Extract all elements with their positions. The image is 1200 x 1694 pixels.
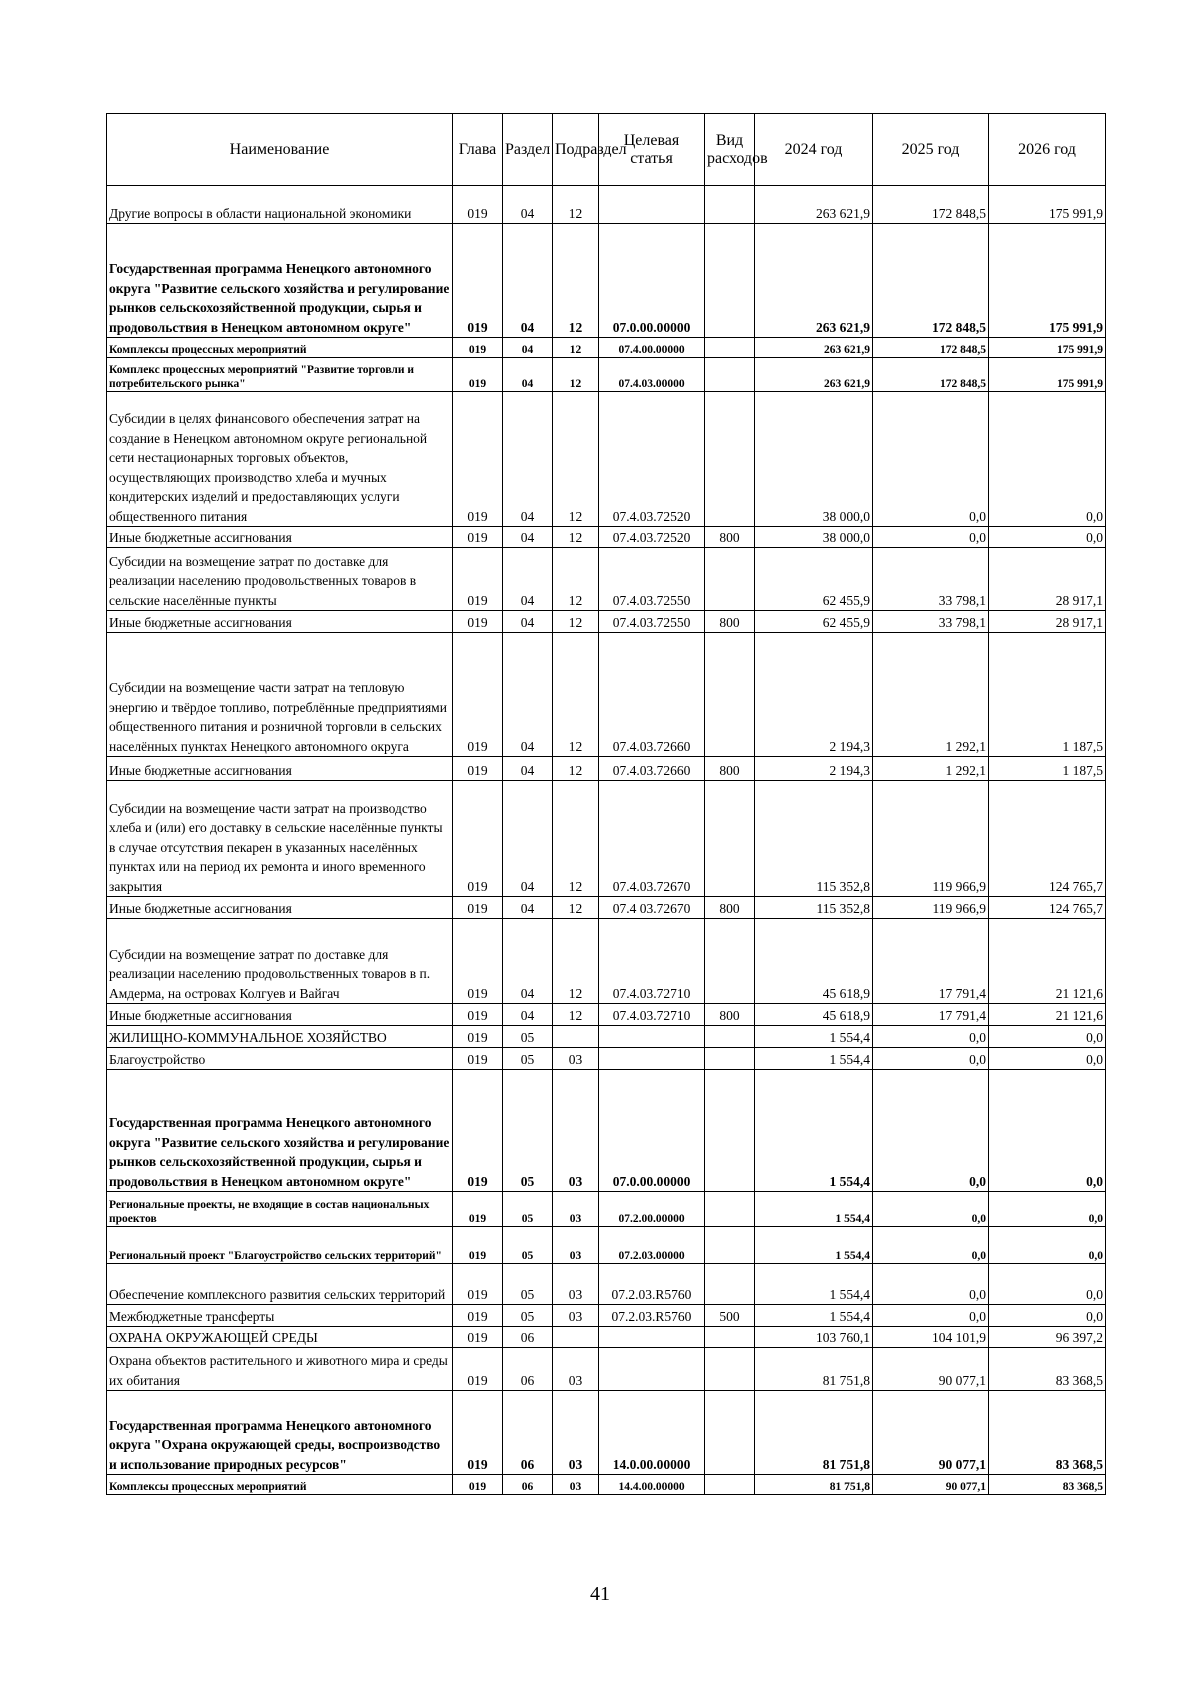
cell-y2024: 1 554,4 [755,1026,873,1048]
cell-y2024: 62 455,9 [755,548,873,611]
cell-y2025: 17 791,4 [873,919,989,1004]
cell-y2026: 0,0 [989,527,1106,548]
cell-razdel: 04 [503,548,553,611]
cell-y2024: 2 194,3 [755,633,873,757]
table-row [107,757,1106,781]
cell-tselevaya: 07.4.03.72520 [599,392,705,527]
cell-razdel: 05 [503,1192,553,1227]
cell-y2026: 83 368,5 [989,1348,1106,1391]
cell-name: Субсидии на возмещение части затрат на производство хлеба и (или) его доставку в сельские населённые пункты в случае отсутствия пекарен в указанных населённых пунктах или на период их ремонта и иного временного закрытия [107,781,453,897]
cell-podrazdel: 03 [553,1305,599,1327]
cell-tselevaya: 07.2.03.R5760 [599,1305,705,1327]
cell-y2026: 175 991,9 [989,186,1106,224]
cell-podrazdel: 12 [553,392,599,527]
cell-name: Иные бюджетные ассигнования [107,757,453,781]
cell-podrazdel: 03 [553,1192,599,1227]
cell-tselevaya: 07.2.03.R5760 [599,1264,705,1305]
cell-glava: 019 [453,897,503,919]
cell-razdel: 04 [503,224,553,338]
cell-glava: 019 [453,1391,503,1475]
table-row [107,1192,1106,1227]
cell-glava: 019 [453,1227,503,1264]
cell-tselevaya [599,1327,705,1348]
cell-podrazdel: 12 [553,633,599,757]
cell-vid [705,224,755,338]
cell-y2026: 175 991,9 [989,358,1106,392]
cell-podrazdel: 03 [553,1348,599,1391]
cell-glava: 019 [453,611,503,633]
cell-razdel: 05 [503,1227,553,1264]
cell-name: ОХРАНА ОКРУЖАЮЩЕЙ СРЕДЫ [107,1327,453,1348]
cell-name: Комплексы процессных мероприятий [107,338,453,358]
table-row [107,1348,1106,1391]
cell-tselevaya: 07.4 03.72670 [599,897,705,919]
cell-y2026: 0,0 [989,1048,1106,1070]
cell-glava: 019 [453,1048,503,1070]
cell-tselevaya: 07.2.03.00000 [599,1227,705,1264]
cell-glava: 019 [453,1192,503,1227]
cell-glava: 019 [453,186,503,224]
cell-podrazdel: 03 [553,1264,599,1305]
cell-razdel: 04 [503,781,553,897]
cell-y2025: 104 101,9 [873,1327,989,1348]
cell-razdel: 04 [503,338,553,358]
cell-tselevaya: 07.0.00.00000 [599,224,705,338]
cell-podrazdel: 03 [553,1391,599,1475]
cell-glava: 019 [453,757,503,781]
cell-y2024: 1 554,4 [755,1305,873,1327]
cell-razdel: 04 [503,897,553,919]
cell-name: Региональный проект "Благоустройство сельских территорий" [107,1227,453,1264]
cell-podrazdel: 12 [553,781,599,897]
cell-tselevaya [599,1348,705,1391]
header-razdel: Раздел [503,114,553,186]
cell-y2025: 1 292,1 [873,633,989,757]
cell-y2026: 0,0 [989,1305,1106,1327]
cell-y2026: 175 991,9 [989,224,1106,338]
cell-y2026: 28 917,1 [989,548,1106,611]
cell-vid [705,1070,755,1192]
cell-y2025: 172 848,5 [873,186,989,224]
cell-name: Иные бюджетные ассигнования [107,527,453,548]
cell-name: Субсидии на возмещение затрат по доставке для реализации населению продовольственных товаров в п. Амдерма, на островах Колгуев и Вайгач [107,919,453,1004]
header-name: Наименование [107,114,453,186]
cell-name: Комплекс процессных мероприятий "Развитие торговли и потребительского рынка" [107,358,453,392]
table-row [107,611,1106,633]
cell-tselevaya: 07.4.03.00000 [599,358,705,392]
cell-glava: 019 [453,338,503,358]
cell-name: Субсидии на возмещение затрат по доставке для реализации населению продовольственных товаров в сельские населённые пункты [107,548,453,611]
cell-y2025: 119 966,9 [873,781,989,897]
cell-glava: 019 [453,633,503,757]
page-number: 41 [590,1583,610,1605]
table-header [107,114,1106,186]
header-2025: 2025 год [873,114,989,186]
cell-y2026: 0,0 [989,1070,1106,1192]
cell-y2024: 45 618,9 [755,919,873,1004]
cell-name: Государственная программа Ненецкого автономного округа "Охрана окружающей среды, воспроизводство и использование природных ресурсов" [107,1391,453,1475]
cell-y2024: 62 455,9 [755,611,873,633]
cell-vid [705,1327,755,1348]
cell-razdel: 04 [503,757,553,781]
cell-razdel: 04 [503,358,553,392]
cell-y2025: 0,0 [873,527,989,548]
cell-podrazdel: 03 [553,1048,599,1070]
table-row [107,1327,1106,1348]
cell-razdel: 04 [503,186,553,224]
header-2024: 2024 год [755,114,873,186]
cell-tselevaya: 07.4.03.72660 [599,633,705,757]
cell-tselevaya: 07.4.03.72670 [599,781,705,897]
cell-name: Благоустройство [107,1048,453,1070]
cell-y2025: 0,0 [873,1227,989,1264]
cell-tselevaya: 07.4.03.72660 [599,757,705,781]
cell-vid [705,1048,755,1070]
table-row [107,1391,1106,1475]
cell-y2024: 263 621,9 [755,224,873,338]
cell-podrazdel [553,1327,599,1348]
cell-glava: 019 [453,224,503,338]
cell-y2025: 119 966,9 [873,897,989,919]
cell-glava: 019 [453,527,503,548]
cell-name: Региональные проекты, не входящие в состав национальных проектов [107,1192,453,1227]
cell-podrazdel: 12 [553,1004,599,1026]
cell-vid [705,1227,755,1264]
cell-glava: 019 [453,1070,503,1192]
header-2026: 2026 год [989,114,1106,186]
table-row [107,1227,1106,1264]
table-row [107,1264,1106,1305]
cell-name: ЖИЛИЩНО-КОММУНАЛЬНОЕ ХОЗЯЙСТВО [107,1026,453,1048]
cell-y2024: 81 751,8 [755,1348,873,1391]
cell-vid [705,338,755,358]
cell-podrazdel: 03 [553,1475,599,1495]
cell-glava: 019 [453,919,503,1004]
cell-glava: 019 [453,1475,503,1495]
cell-y2024: 1 554,4 [755,1192,873,1227]
table-body [107,186,1106,1495]
cell-y2026: 0,0 [989,1264,1106,1305]
cell-y2024: 263 621,9 [755,358,873,392]
table-row [107,1004,1106,1026]
cell-y2025: 0,0 [873,1070,989,1192]
header-glava: Глава [453,114,503,186]
cell-y2026: 21 121,6 [989,919,1106,1004]
cell-name: Субсидии в целях финансового обеспечения затрат на создание в Ненецком автономном округе региональной сети нестационарных торговых объектов, осуществляющих производство хлеба и мучных кондитерских изделий и предоставляющих услуги общественного питания [107,392,453,527]
cell-tselevaya: 07.4.03.72710 [599,1004,705,1026]
cell-tselevaya: 14.0.00.00000 [599,1391,705,1475]
cell-razdel: 04 [503,1004,553,1026]
cell-y2024: 38 000,0 [755,392,873,527]
cell-name: Охрана объектов растительного и животного мира и среды их обитания [107,1348,453,1391]
cell-razdel: 05 [503,1026,553,1048]
cell-y2026: 1 187,5 [989,757,1106,781]
cell-y2025: 0,0 [873,1305,989,1327]
table-row [107,1048,1106,1070]
cell-podrazdel: 03 [553,1070,599,1192]
cell-vid [705,781,755,897]
table-row [107,1070,1106,1192]
cell-y2026: 28 917,1 [989,611,1106,633]
cell-vid [705,919,755,1004]
cell-vid [705,1192,755,1227]
cell-y2024: 103 760,1 [755,1327,873,1348]
table-row [107,392,1106,527]
cell-y2024: 1 554,4 [755,1227,873,1264]
cell-razdel: 04 [503,392,553,527]
cell-y2024: 115 352,8 [755,897,873,919]
cell-razdel: 05 [503,1264,553,1305]
cell-podrazdel: 03 [553,1227,599,1264]
cell-glava: 019 [453,392,503,527]
cell-glava: 019 [453,1348,503,1391]
table-row [107,548,1106,611]
cell-name: Государственная программа Ненецкого автономного округа "Развитие сельского хозяйства и регулирование рынков сельскохозяйственной продукции, сырья и продовольствия в Ненецком автономном округе" [107,224,453,338]
cell-podrazdel: 12 [553,338,599,358]
cell-y2025: 0,0 [873,1264,989,1305]
cell-razdel: 04 [503,633,553,757]
cell-y2025: 172 848,5 [873,338,989,358]
cell-name: Межбюджетные трансферты [107,1305,453,1327]
cell-y2026: 1 187,5 [989,633,1106,757]
cell-razdel: 04 [503,919,553,1004]
cell-tselevaya: 07.4.03.72710 [599,919,705,1004]
cell-y2026: 124 765,7 [989,897,1106,919]
table-row [107,358,1106,392]
cell-vid [705,358,755,392]
cell-podrazdel: 12 [553,897,599,919]
cell-podrazdel: 12 [553,919,599,1004]
header-vid: Вид расходов [705,114,755,186]
header-podrazdel: Подраздел [553,114,599,186]
cell-y2025: 33 798,1 [873,611,989,633]
cell-razdel: 06 [503,1327,553,1348]
cell-vid [705,1264,755,1305]
cell-vid [705,186,755,224]
cell-glava: 019 [453,1004,503,1026]
cell-y2025: 17 791,4 [873,1004,989,1026]
cell-y2025: 0,0 [873,1048,989,1070]
cell-razdel: 05 [503,1048,553,1070]
cell-tselevaya: 14.4.00.00000 [599,1475,705,1495]
cell-y2025: 33 798,1 [873,548,989,611]
cell-vid: 800 [705,1004,755,1026]
cell-glava: 019 [453,781,503,897]
cell-y2024: 38 000,0 [755,527,873,548]
cell-vid [705,1026,755,1048]
table-row [107,1305,1106,1327]
cell-y2025: 0,0 [873,1026,989,1048]
cell-y2024: 1 554,4 [755,1048,873,1070]
cell-tselevaya: 07.4.03.72550 [599,611,705,633]
cell-podrazdel [553,1026,599,1048]
cell-vid: 800 [705,757,755,781]
cell-razdel: 05 [503,1070,553,1192]
cell-y2024: 81 751,8 [755,1391,873,1475]
cell-glava: 019 [453,1327,503,1348]
cell-tselevaya: 07.0.00.00000 [599,1070,705,1192]
cell-name: Иные бюджетные ассигнования [107,611,453,633]
cell-y2025: 90 077,1 [873,1391,989,1475]
cell-razdel: 06 [503,1391,553,1475]
cell-y2024: 115 352,8 [755,781,873,897]
cell-y2025: 90 077,1 [873,1348,989,1391]
cell-podrazdel: 12 [553,527,599,548]
cell-y2026: 96 397,2 [989,1327,1106,1348]
table-row [107,224,1106,338]
cell-y2026: 124 765,7 [989,781,1106,897]
cell-razdel: 04 [503,527,553,548]
cell-podrazdel: 12 [553,224,599,338]
cell-podrazdel: 12 [553,757,599,781]
cell-vid [705,392,755,527]
cell-podrazdel: 12 [553,611,599,633]
cell-y2026: 21 121,6 [989,1004,1106,1026]
cell-name: Комплексы процессных мероприятий [107,1475,453,1495]
cell-y2026: 83 368,5 [989,1475,1106,1495]
table-row [107,1026,1106,1048]
cell-y2025: 0,0 [873,392,989,527]
cell-y2024: 81 751,8 [755,1475,873,1495]
cell-y2025: 90 077,1 [873,1475,989,1495]
table-row [107,338,1106,358]
cell-name: Государственная программа Ненецкого автономного округа "Развитие сельского хозяйства и регулирование рынков сельскохозяйственной продукции, сырья и продовольствия в Ненецком автономном округе" [107,1070,453,1192]
cell-y2024: 263 621,9 [755,186,873,224]
cell-razdel: 04 [503,611,553,633]
cell-podrazdel: 12 [553,358,599,392]
table-row [107,1475,1106,1495]
cell-glava: 019 [453,358,503,392]
budget-table [106,113,1106,1495]
cell-tselevaya [599,1026,705,1048]
table-row [107,897,1106,919]
cell-y2024: 2 194,3 [755,757,873,781]
cell-y2025: 1 292,1 [873,757,989,781]
cell-tselevaya: 07.4.00.00000 [599,338,705,358]
table-row [107,781,1106,897]
cell-vid [705,548,755,611]
cell-vid: 800 [705,897,755,919]
cell-y2026: 83 368,5 [989,1391,1106,1475]
cell-name: Субсидии на возмещение части затрат на тепловую энергию и твёрдое топливо, потреблённые предприятиями общественного питания и розничной торговли в сельских населённых пунктах Ненецкого автономного округа [107,633,453,757]
cell-tselevaya: 07.4.03.72550 [599,548,705,611]
cell-podrazdel: 12 [553,186,599,224]
cell-tselevaya: 07.2.00.00000 [599,1192,705,1227]
cell-name: Иные бюджетные ассигнования [107,1004,453,1026]
cell-y2026: 0,0 [989,1227,1106,1264]
document-page [106,113,1105,1495]
cell-razdel: 06 [503,1348,553,1391]
header-tselevaya: Целевая статья [599,114,705,186]
cell-y2024: 45 618,9 [755,1004,873,1026]
cell-vid [705,633,755,757]
cell-y2025: 0,0 [873,1192,989,1227]
cell-y2025: 172 848,5 [873,358,989,392]
cell-glava: 019 [453,548,503,611]
cell-vid: 800 [705,527,755,548]
cell-glava: 019 [453,1305,503,1327]
cell-y2026: 0,0 [989,392,1106,527]
cell-glava: 019 [453,1026,503,1048]
cell-podrazdel: 12 [553,548,599,611]
cell-tselevaya: 07.4.03.72520 [599,527,705,548]
cell-vid [705,1475,755,1495]
cell-y2026: 0,0 [989,1026,1106,1048]
cell-vid: 500 [705,1305,755,1327]
table-row [107,527,1106,548]
cell-name: Другие вопросы в области национальной экономики [107,186,453,224]
cell-y2024: 1 554,4 [755,1070,873,1192]
cell-y2026: 0,0 [989,1192,1106,1227]
cell-vid [705,1391,755,1475]
cell-y2024: 263 621,9 [755,338,873,358]
cell-vid: 800 [705,611,755,633]
cell-y2026: 175 991,9 [989,338,1106,358]
cell-y2024: 1 554,4 [755,1264,873,1305]
cell-glava: 019 [453,1264,503,1305]
cell-y2025: 172 848,5 [873,224,989,338]
cell-razdel: 06 [503,1475,553,1495]
cell-name: Обеспечение комплексного развития сельских территорий [107,1264,453,1305]
cell-tselevaya [599,1048,705,1070]
table-row [107,633,1106,757]
cell-name: Иные бюджетные ассигнования [107,897,453,919]
table-row [107,186,1106,224]
cell-tselevaya [599,186,705,224]
cell-razdel: 05 [503,1305,553,1327]
table-row [107,919,1106,1004]
cell-vid [705,1348,755,1391]
